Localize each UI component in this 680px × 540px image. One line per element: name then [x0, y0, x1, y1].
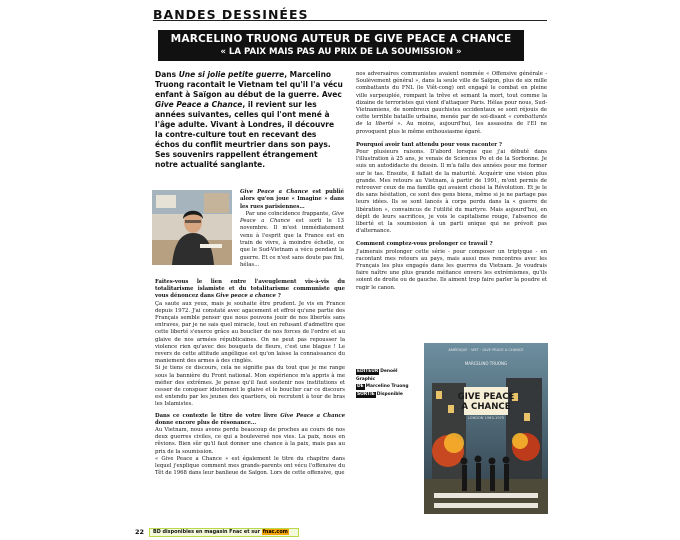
intro-book-title-2: Give Peace a Chance	[155, 100, 243, 109]
intro-text-c: , il revient sur les années suivantes, celles qui l'ont mené à l'âge adulte. Vivant à Londres, il découvre la contre-culture tout en recevant des échos du conflit meurtrier dans son pays. Ses souvenirs rappellent étrangement notre actualité sanglante.	[155, 100, 335, 169]
footer-banner	[149, 528, 299, 537]
section-header	[153, 4, 547, 21]
book-credits	[356, 368, 416, 398]
answer-2-end: nos adversaires communistes avaient nommée « Offensive générale - Soulèvement général », dans la seule ville de Saïgon, plus de six mille combattants du FNL (le Viêt-cong) ont engagé le combat en pleine ville surpeuplée, rompant la trêve et semant la mort, tout comme la dizaine de terroristes qui vient d'attaquer Paris. Hélas pour nous, Sud-Vietnamiens, de nombreux gauchistes occidentaux se sont réjouis de cette terrible bataille urbaine, menée par de soi-disant « combattants de la liberté ». Au moins, aujourd'hui, les assassins de l'EI ne provoquent plus le même enthousiasme égaré.	[356, 71, 547, 135]
question-4: Comment comptez-vous prolonger ce travail ?	[356, 241, 493, 248]
question-1: Faites-vous le lien entre l'aveuglement vis-à-vis du totalitarisme islamiste et du totalitarisme communiste que vous dénoncez dans Give peace a chance ?	[155, 279, 345, 300]
cover-subtitle: LONDON 1963-1975	[467, 416, 505, 420]
cover-top-text: AMÉRIQUE · VIET · GIVE PEACE A CHANCE	[448, 348, 524, 352]
answer-3: Pour plusieurs raisons. D'abord lorsque que j'ai débuté dans l'illustration à 25 ans, je venais de Sciences Po et de la Sorbonne. Je suis un autodidacte du dessin. Il m'a fallu des années pour me former sur le tas. Ensuite, il fallait de la maturité. Acquérir une vision plus grande. Mes retours au Vietnam, à partir de 1991, m'ont permis de retrouver ceux de ma famille qui avaient choisi la Révolution. Et je le dis sans hésitation, ce sont des gens biens, même si je ne partage pas leurs idées. Ils se sont lancés à corps perdu dans la « guerre de libération », convaincus de l'utilité du martyre. Mais aujourd'hui, en dépit de leurs sacrifices, je vois le capitalisme rouge, l'absence de liberté et la soumission à un parti unique qui ne prévoit pas d'alternance.	[356, 149, 547, 235]
article-subtitle: « LA PAIX MAIS PAS AU PRIX DE LA SOUMISSION »	[220, 47, 462, 57]
intro-book-title-1: Une si jolie petite guerre	[178, 70, 285, 79]
answer-2: Au Vietnam, nous avons perdu beaucoup de proches au cours de nos deux guerres civiles, ce qui a bouleversé nos vies. La paix, nous en rêvions. Bien sûr qu'il faut donner une chance à la paix, mais pas au prix de la soumission.	[155, 427, 345, 455]
section-title: BANDES DESSINÉES	[153, 7, 309, 22]
credit-author: DE Marcelino Truong	[357, 384, 409, 390]
photo-caption	[240, 189, 344, 269]
cover-author: MARCELINO TRUONG	[464, 361, 508, 366]
credit-release: SORTIE Disponible	[357, 391, 403, 397]
book-cover-illustration	[424, 343, 548, 514]
question-3: Pourquoi avoir tant attendu pour vous raconter ?	[356, 141, 503, 148]
caption-text-a: Par une coïncidence frappante,	[245, 210, 332, 217]
credit-publisher: ÉDITEUR Denoël Graphic	[356, 369, 398, 382]
book-cover	[424, 343, 548, 514]
caption-text-b: est sorti le 13 novembre. Il m'est immédiatement venu à l'esprit que la France est en train de vivre, à moindre échelle, ce que le Sud-Vietnam a vécu pendant la guerre. Et ce n'est sans doute pas fini, hélas…	[240, 218, 344, 268]
answer-1-continued: Si je tiens ce discours, cela ne signifie pas du tout que je me range sous la bannière du Front national. Mon expérience m'a appris à me méfier des extrêmes. Je pense qu'il faut soutenir nos institutions et cesser de conspuer idiotement le glaive et le bouclier car ce discours est entendu par les jeunes des quartiers, où recrutent à tour de bras les Islamistes.	[155, 365, 345, 408]
footer-text: BD disponibles en magasin Fnac et sur	[153, 529, 262, 535]
footer-link[interactable]: fnac.com	[262, 529, 288, 535]
caption-book-title-2: Give Peace a Chance	[240, 210, 344, 225]
cover-title-line-2: A CHANCE	[461, 402, 511, 412]
question-2: Dans ce contexte le titre de votre livre Give Peace a Chance donne encore plus de résonance…	[155, 412, 345, 426]
author-photo	[152, 190, 232, 265]
caption-book-title: Give Peace a Chance	[240, 189, 309, 195]
caption-lead: est publié alors qu'on joue « Imagine » dans les rues parisiennes…	[240, 189, 344, 210]
article-column-left	[155, 279, 345, 477]
article-title: MARCELINO TRUONG AUTEUR DE GIVE PEACE A CHANCE	[170, 33, 512, 45]
intro-text-b: , Marcelino Truong racontait le Vietnam tel qu'il l'a vécu enfant à Saïgon au début de la guerre. Avec	[155, 70, 343, 99]
answer-4: J'aimerais prolonger cette série - pour composer un triptyque - en racontant mes retours au pays, mais aussi mes rencontres avec les Français les plus engagés dans les guerres du Vietnam. Je voudrais faire naître une plus grande méfiance envers les extrémismes, qu'ils soient de droite ou de gauche. Ils aiment trop faire parler la poudre et rugir le canon.	[356, 248, 547, 291]
author-photo-illustration	[152, 190, 232, 265]
intro-paragraph	[155, 70, 343, 170]
cover-title-line-1: GIVE PEACE	[457, 392, 515, 402]
article-column-right	[356, 71, 547, 292]
article-title-box	[158, 30, 524, 61]
answer-2-continued: « Give Peace a Chance » est également le titre du chapitre dans lequel j'explique comment mes grands-parents ont vécu l'offensive du Têt de 1968 dans leur banlieue de Saïgon. Lors de cette offensive, que	[155, 455, 345, 477]
page-number: 22	[135, 528, 145, 536]
answer-1: Ça saute aux yeux, mais je souhaite être prudent. Je vis en France depuis 1972. J'ai constaté avec agacement et effroi qu'une partie des Français semble penser que nous pouvons jouir de nos libertés sans entraves, par je ne sais quel miracle, tout en refusant d'admettre que cette liberté s'exerce grâce au bouclier de nos forces de l'ordre et au glaive de nos armées républicaines. On ne peut pas repousser la violence rien qu'avec des bouquets de fleurs, c'est une blague ! Le revers de cette attitude angélique est qu'on laisse la connaissance du maniement des armes à des cinglés.	[155, 300, 345, 365]
intro-text-a: Dans	[155, 70, 179, 79]
